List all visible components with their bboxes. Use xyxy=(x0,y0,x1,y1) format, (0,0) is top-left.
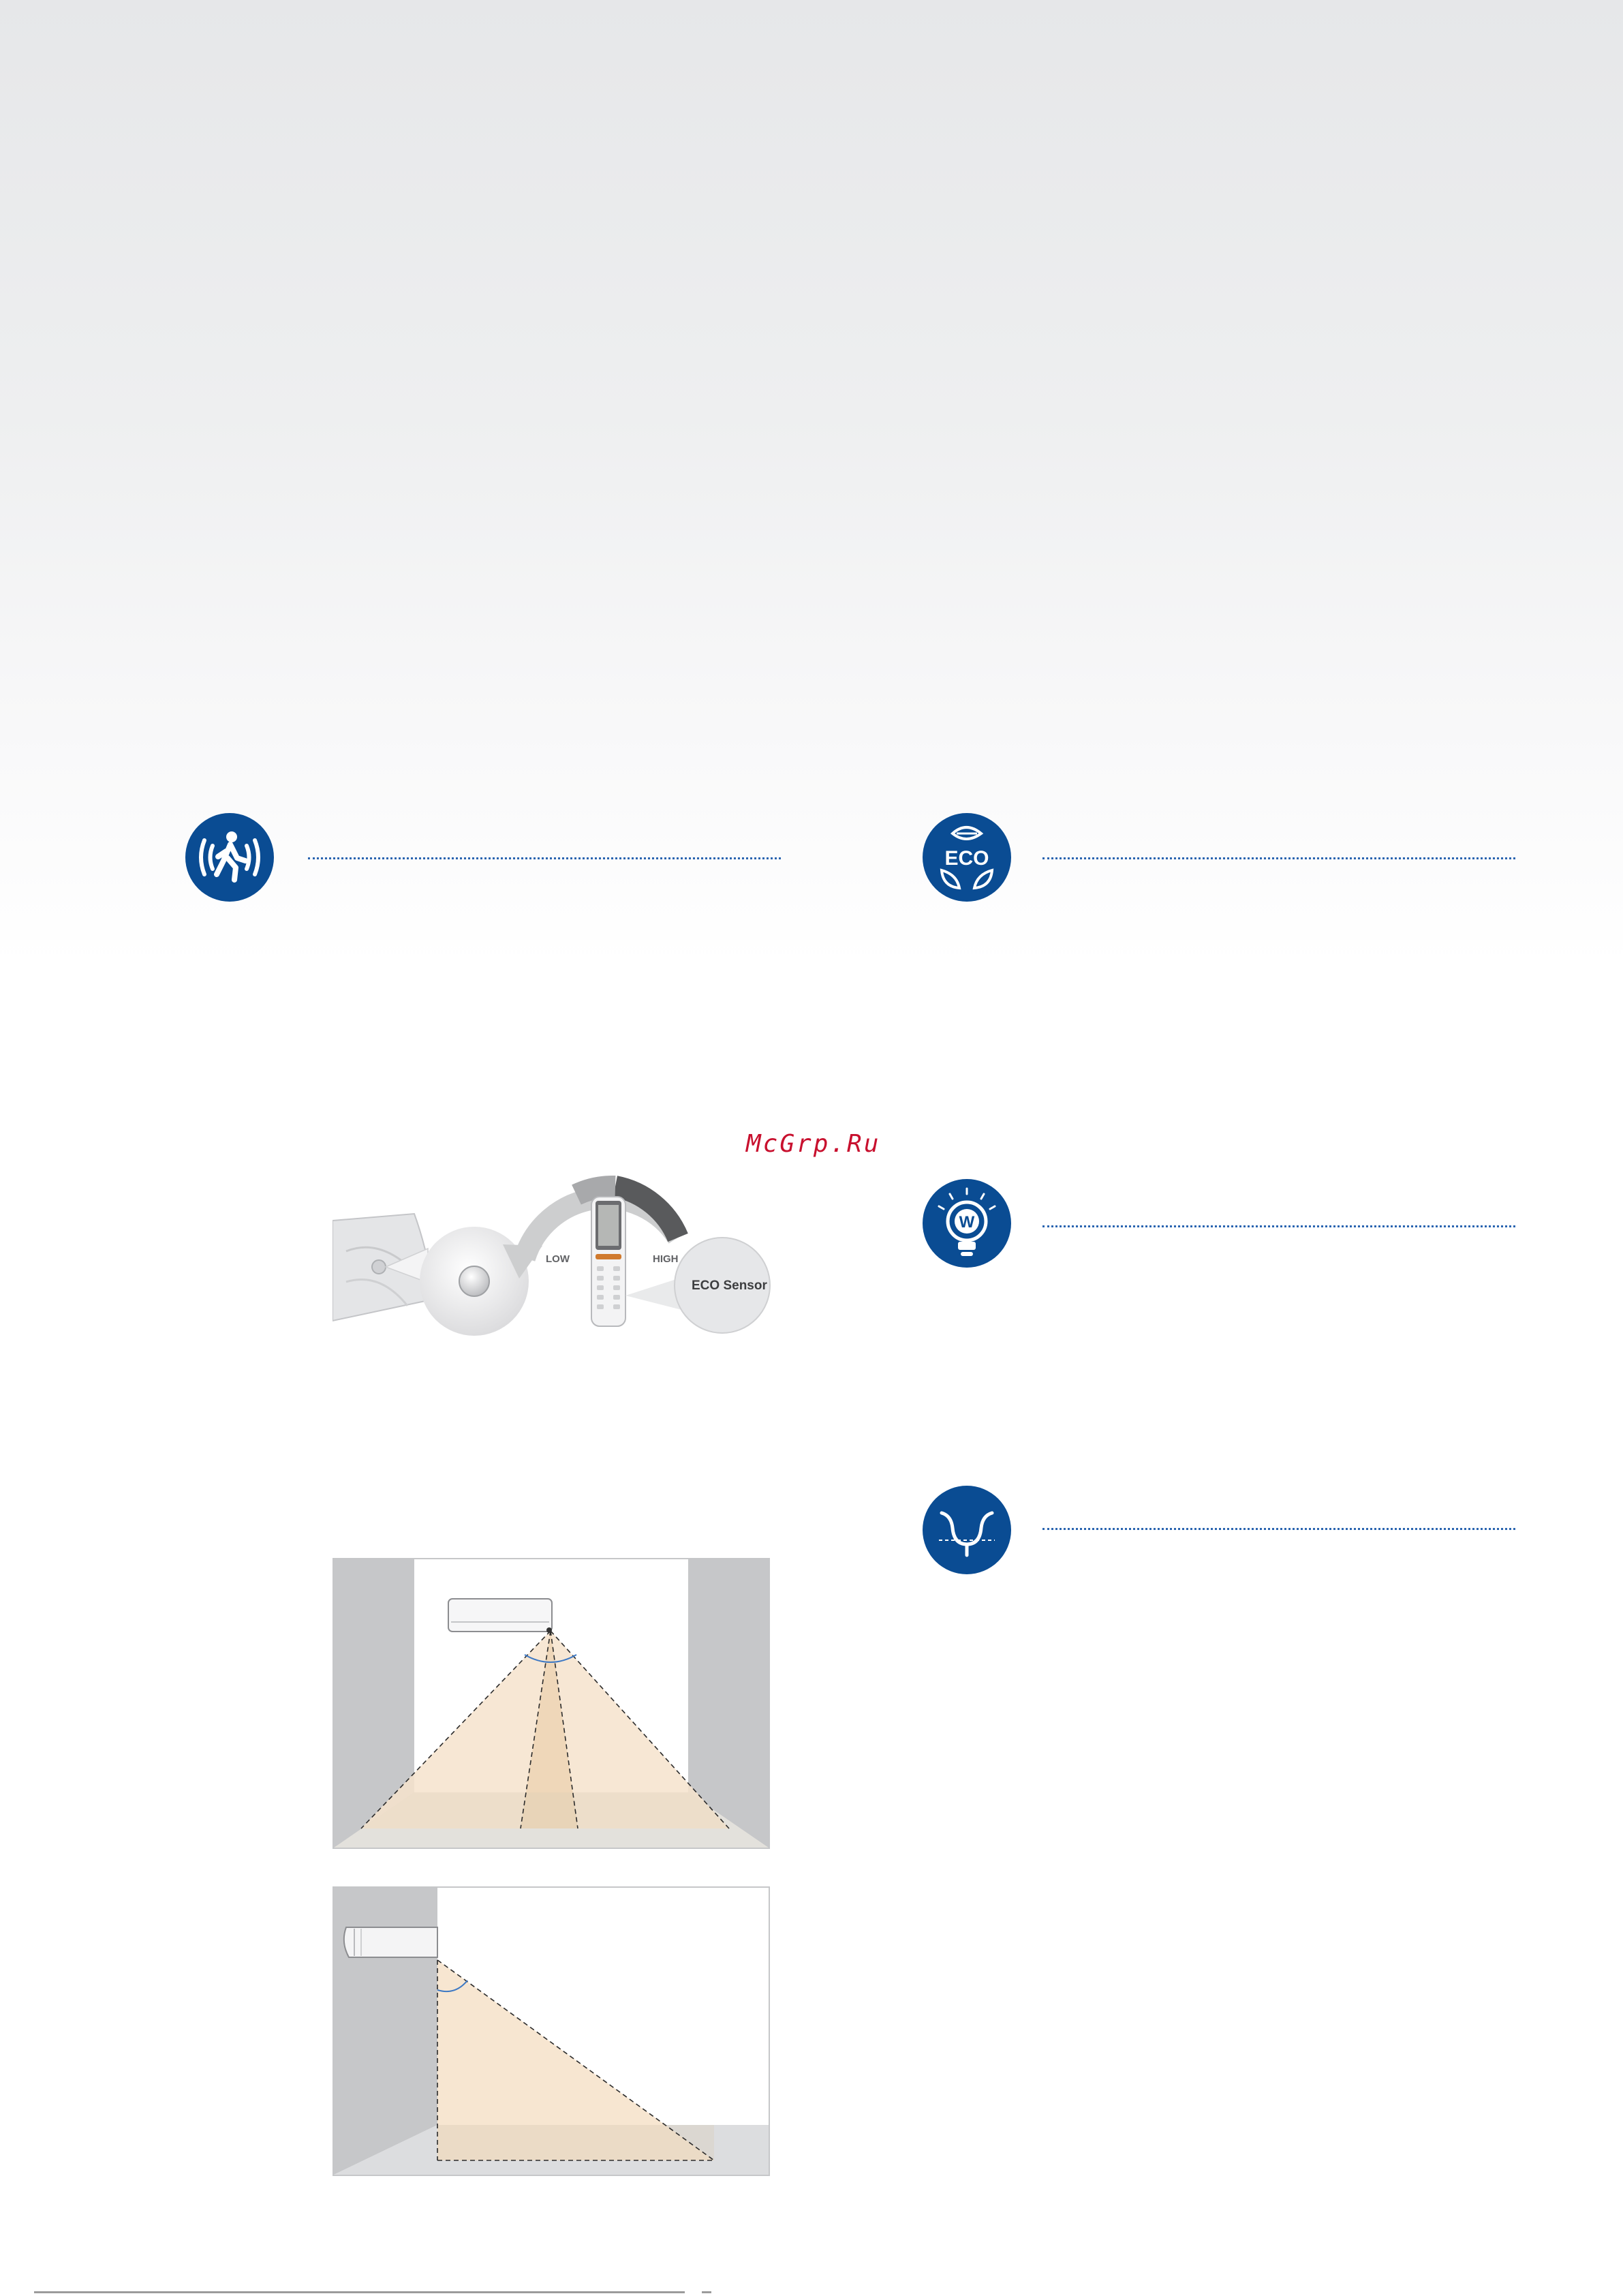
remote-control-image xyxy=(591,1197,625,1326)
wall-ac-unit-front xyxy=(448,1599,552,1633)
motion-sensor-icon xyxy=(185,813,274,902)
high-label: HIGH xyxy=(653,1253,679,1265)
section-divider-motion xyxy=(308,857,781,859)
coverage-diagram-front xyxy=(333,1558,770,1849)
low-label: LOW xyxy=(546,1253,570,1265)
watt-icon-label: W xyxy=(959,1213,975,1231)
watermark-text: McGrp.Ru xyxy=(746,1130,881,1158)
page-footer-tick xyxy=(702,2291,711,2293)
wall-ac-unit-side xyxy=(344,1927,437,1957)
eco-sensor-photo-panel xyxy=(333,1169,775,1340)
section-divider-watt xyxy=(1042,1225,1515,1227)
lightbulb-w-icon xyxy=(923,1179,1011,1268)
coverage-diagram-side xyxy=(333,1886,770,2176)
eco-sensor-label: ECO Sensor xyxy=(692,1279,767,1293)
section-divider-eco xyxy=(1042,857,1515,859)
drain-tray-icon xyxy=(923,1486,1011,1574)
page-footer-rule xyxy=(34,2291,685,2293)
sensitivity-arc-icon xyxy=(503,1187,678,1279)
eco-leaf-icon xyxy=(923,813,1011,902)
eco-icon-label: ECO xyxy=(944,847,989,870)
section-divider-drain xyxy=(1042,1528,1515,1530)
